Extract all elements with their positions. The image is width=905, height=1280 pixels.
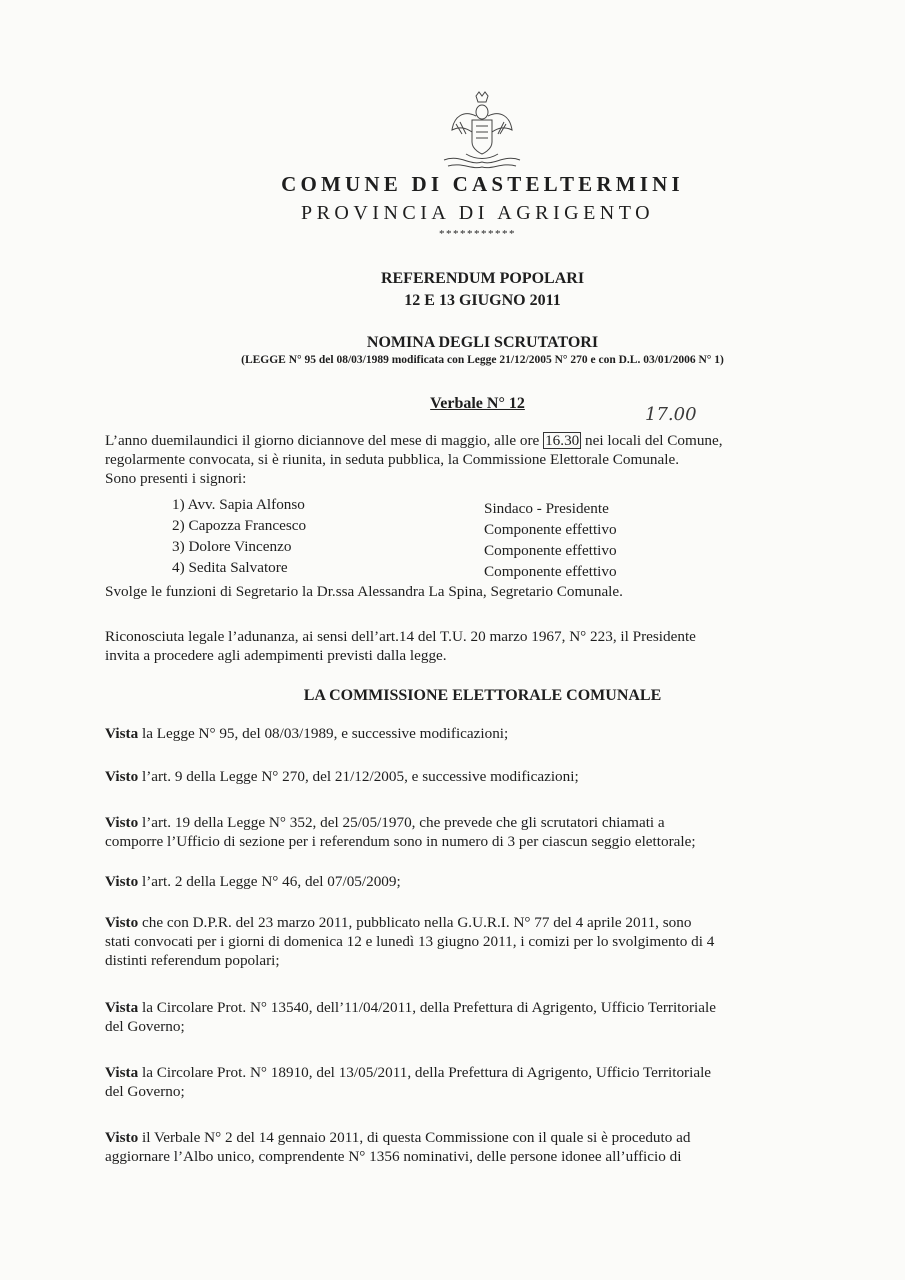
consideration-text: stati convocati per i giorni di domenica 12 e lunedì 13 giugno 2011, i comizi per lo svolgimento di 4: [105, 933, 715, 950]
consideration-text: aggiornare l’Albo unico, comprendente N° 1356 nominativi, delle persone idonee all’ufficio di: [105, 1148, 682, 1165]
riconosciuta-line-2: invita a procedere agli adempimenti previsti dalla legge.: [105, 647, 447, 664]
member-name: 3) Dolore Vincenzo: [172, 538, 292, 555]
consideration-text: l’art. 9 della Legge N° 270, del 21/12/2005, e successive modificazioni;: [141, 768, 579, 785]
consideration-lead: Visto: [105, 873, 139, 890]
consideration-text: l’art. 19 della Legge N° 352, del 25/05/1970, che prevede che gli scrutatori chiamati a: [141, 814, 665, 831]
member-role: Sindaco - Presidente: [484, 500, 609, 517]
riconosciuta-line-1: Riconosciuta legale l’adunanza, ai sensi dell’art.14 del T.U. 20 marzo 1967, N° 223, il Presidente: [105, 628, 696, 645]
law-reference: (LEGGE N° 95 del 08/03/1989 modificata con Legge 21/12/2005 N° 270 e con D.L. 03/01/2006 N° 1): [241, 354, 724, 366]
referendum-title: REFERENDUM POPOLARI: [380, 270, 585, 287]
consideration-lead: Visto: [105, 1129, 139, 1146]
consideration-paragraph: [105, 1128, 850, 1166]
consideration-lead: Visto: [105, 914, 139, 931]
intro-line-1-start: L’anno duemilaundici il giorno diciannove del mese di maggio, alle ore: [105, 432, 540, 449]
consideration-lead: Visto: [105, 814, 139, 831]
consideration-lead: Vista: [105, 999, 139, 1016]
consideration-text: del Governo;: [105, 1083, 185, 1100]
consideration-paragraph: [105, 813, 850, 851]
consideration-text: la Circolare Prot. N° 18910, del 13/05/2011, della Prefettura di Agrigento, Ufficio Territoriale: [141, 1064, 712, 1081]
nomina-title: NOMINA DEGLI SCRUTATORI: [366, 334, 599, 351]
intro-line-1-end: nei locali del Comune,: [585, 432, 723, 449]
member-role: Componente effettivo: [484, 542, 617, 559]
consideration-lead: Vista: [105, 1064, 139, 1081]
riconosciuta-paragraph: [105, 627, 850, 665]
province-name: PROVINCIA DI AGRIGENTO: [300, 202, 655, 224]
consideration-text: comporre l’Ufficio di sezione per i referendum sono in numero di 3 per ciascun seggio elettorale;: [105, 833, 696, 850]
header-separator: ***********: [439, 228, 516, 240]
consideration-lead: Visto: [105, 768, 139, 785]
intro-line-2: regolarmente convocata, si è riunita, in seduta pubblica, la Commissione Elettorale Comunale.: [105, 451, 680, 468]
consideration-text: del Governo;: [105, 1018, 185, 1035]
intro-paragraph: [105, 431, 850, 488]
consideration-paragraph: [105, 998, 850, 1036]
consideration-paragraph: [105, 767, 850, 786]
municipality-name: COMUNE DI CASTELTERMINI: [281, 172, 684, 196]
intro-line-3: Sono presenti i signori:: [105, 470, 247, 487]
consideration-paragraph: [105, 724, 850, 743]
crossed-out-time: 16.30: [545, 432, 580, 449]
consideration-text: l’art. 2 della Legge N° 46, del 07/05/2009;: [141, 873, 401, 890]
handwritten-time-correction: 17.00: [645, 404, 697, 425]
consideration-text: distinti referendum popolari;: [105, 952, 280, 969]
consideration-text: il Verbale N° 2 del 14 gennaio 2011, di questa Commissione con il quale si è proceduto ad: [141, 1129, 691, 1146]
member-role: Componente effettivo: [484, 521, 617, 538]
commission-heading: LA COMMISSIONE ELETTORALE COMUNALE: [303, 687, 662, 704]
consideration-paragraph: [105, 913, 850, 970]
consideration-paragraph: [105, 1063, 850, 1101]
coat-of-arms-emblem: [436, 90, 528, 172]
verbale-number: Verbale N° 12: [430, 395, 525, 412]
consideration-text: la Circolare Prot. N° 13540, dell’11/04/2011, della Prefettura di Agrigento, Ufficio Territoriale: [141, 999, 716, 1016]
member-name: 1) Avv. Sapia Alfonso: [172, 496, 305, 513]
consideration-text: la Legge N° 95, del 08/03/1989, e successive modificazioni;: [141, 725, 509, 742]
referendum-date: 12 E 13 GIUGNO 2011: [404, 292, 561, 309]
member-role: Componente effettivo: [484, 563, 617, 580]
member-name: 4) Sedita Salvatore: [172, 559, 288, 576]
secretary-paragraph: Svolge le funzioni di Segretario la Dr.ssa Alessandra La Spina, Segretario Comunale.: [105, 583, 623, 600]
consideration-paragraph: [105, 872, 850, 891]
member-name: 2) Capozza Francesco: [172, 517, 307, 534]
consideration-text: che con D.P.R. del 23 marzo 2011, pubblicato nella G.U.R.I. N° 77 del 4 aprile 2011, sono: [141, 914, 692, 931]
intro-line-1: [105, 431, 850, 450]
consideration-lead: Vista: [105, 725, 139, 742]
